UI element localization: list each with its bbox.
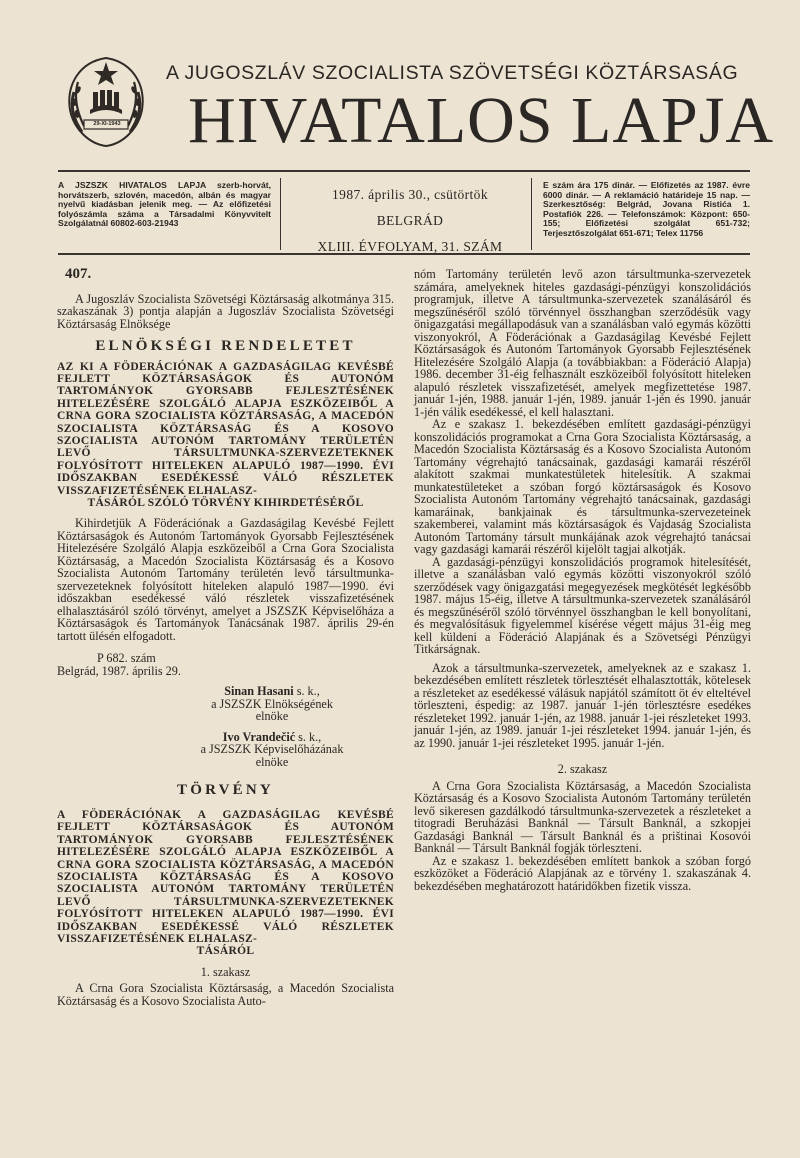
- signatory-name: Sinan Hasani: [224, 684, 294, 699]
- issue-info: [290, 182, 530, 260]
- publication-title: HIVATALOS LAPJA: [188, 84, 775, 157]
- column-divider: [280, 178, 281, 250]
- decree-title: AZ KI A FÖDERÁCIÓNAK A GAZDASÁGILAG KEVÉSBÉ FEJLETT KÖZTÁRSASÁGOK ÉS AUTONÓM TARTOMÁNYOK GYORSABB FEJLESZTÉSÉNEK HITELEZÉSÉRE SZOLGÁLÓ ALAPJA ESZKÖZEIBŐL A CRNA GORA SZOCIALISTA KÖZTÁRSASÁG, A MACEDÓN SZOCIALISTA KÖZTÁRSASÁG ÉS A KOSOVO SZOCIALISTA AUTONÓM TARTOMÁNY TERÜLETÉN LEVŐ TÁRSULTMUNKA-SZERVEZETEKNEK FOLYÓSÍTOTT HITELEKEN ALAPULÓ 1987—1990. ÉVI IDŐSZAKBAN ESEDÉKESSÉ VÁLÓ RÉSZLETEK VISSZAFIZETÉSÉNEK ELHALASZ-: [57, 360, 394, 497]
- law-title-end: TÁSÁRÓL: [196, 945, 255, 958]
- column-divider: [531, 178, 532, 250]
- programs-paragraph: Az e szakasz 1. bekezdésében említett gazdasági-pénzügyi konszolidációs programokat a Crna Gora Szocialista Köztársaság, a Macedón Szocialista Köztársaság és a Kosovo Szocialista Autonóm Tartomány végrehajtó tanácsainak, gazdasági kamarái részéről alakított szakmai munkatestületek hitelesítik. A szakmai munkatestületeket a szóban forgó köztársaságok és Kosovo Szocialista Autonóm Tartomány végrehajtó tanácsainak, gazdasági kamaráinak, bankjainak és társultmunka-szervezeteinek szakemberei, valamint más köztársaságok és Vajdaság Szocialista Autonóm Tartomány társult munkájának azok végrehajtó tanácsai vagy gazdasági kamarái részéről kijelölt tagjai alkotják.: [414, 417, 751, 556]
- deadline-paragraph: A gazdasági-pénzügyi konszolidációs programok hitelesítését, illetve a szanálásban való egymás közötti viszonyokról szóló szerződések vagy önigazgatási megegyezések megkötését legkésőbb 1987. május 15-éig, illetve A társultmunka-szervezetek szanálásáról és megszűnéséről szóló törvénnyel összhangban le kell bonyolítani, és megvalósításuk figyelemmel kísérése végett május 31-éig meg kell küldeni a Föderáció Alapjának és a Szövetségi Pénzügyi Titkárságnak.: [414, 554, 751, 656]
- left-column: [57, 268, 394, 1007]
- reference-date: Belgrád, 1987. április 29.: [57, 663, 181, 678]
- decree-heading: ELNÖKSÉGI RENDELETET: [95, 338, 356, 354]
- subscription-info: A JSZSZK HIVATALOS LAPJA szerb-horvát, horvátszerb, szlovén, macedón, albán és magyar nyelvű kiadásban jelenik meg. — Az előfizetési folyószámla száma a Társadalmi Könyvvitelt Szolgálatnál 60802-603-21943: [58, 180, 271, 229]
- repayment-paragraph: Azok a társultmunka-szervezetek, amelyeknek az e szakasz 1. bekezdésében említett részletek törlesztését elhalasztották, kötelesek a részleteket az esedékessé válásuk napjától számított öt év elteltével törleszteni, éspedig: az 1987. január 1-jén törlesztésre esedékes részleteket 1992. január 1-jén, az 1988. január 1-jei részleteket 1993. január 1-jén, az 1989. január 1-jei részleteket 1994. január 1-jén, és az 1990. január 1-jei részleteket 1995. január 1-jén.: [414, 660, 751, 750]
- country-name: A JUGOSZLÁV SZOCIALISTA SZÖVETSÉGI KÖZTÁRSASÁG: [166, 62, 739, 84]
- header-rule: [58, 253, 750, 255]
- right-column: [414, 268, 751, 892]
- intro-paragraph: A Jugoszláv Szocialista Szövetségi Köztársaság alkotmánya 315. szakaszának 3) pontja alapján a Jugoszláv Szocialista Szövetségi Köztársaság Elnöksége: [57, 291, 394, 331]
- item-number: 407.: [65, 266, 92, 282]
- signature-assembly: Ivo Vrandečić s. k., a JSZSZK Képviselőházának elnöke: [200, 729, 344, 769]
- issue-city: BELGRÁD: [376, 213, 444, 228]
- banks-repay-paragraph: Az e szakasz 1. bekezdésében említett bankok a szóban forgó eszközöket a Föderáció Alapjának az e törvény 1. szakaszának 4. bekezdésében meghatározott határidőkben fizetik vissza.: [414, 853, 751, 893]
- masthead-rule: [58, 170, 750, 172]
- law-heading: TÖRVÉNY: [177, 782, 274, 799]
- issue-volume: XLIII. ÉVFOLYAM, 31. SZÁM: [317, 239, 503, 254]
- promulgation-paragraph: Kihirdetjük A Föderációnak a Gazdaságilag Kevésbé Fejlett Köztársaságok és Autonóm Tartományok Gyorsabb Fejlesztésének Hitelezésére Szolgáló Alapja eszközeiből a Crna Gora Szocialista Köztársaság, a Macedón Szocialista Köztársaság és a Kosovo Szocialista Autonóm Tartomány területén levő társultmunka-szervezeteknek folyósított hiteleken alapuló 1987—1990. évi időszakban esedékessé váló részletek visszafizetésének elhalasztásáról szóló törvényt, amelyet a JSZSZK Képviselőháza a Köztársaságok és Tartományok Tanácsának 1987. április 29-én tartott ülésén elfogadott.: [57, 516, 394, 643]
- state-emblem-icon: [60, 52, 152, 150]
- section-2-heading: 2. szakasz: [557, 762, 608, 776]
- section-1-heading: 1. szakasz: [200, 964, 251, 979]
- continued-paragraph: nóm Tartomány területén levő azon társultmunka-szervezetek számára, amelyeknek hiteles gazdasági-pénzügyi konszolidációs programjuk, illetve A társultmunka-szervezetek szanálásáról és megszűnéséről szóló törvénnyel összhangban szerződésük vagy önigazgatási megállapodásuk van a szanálásban való egymás közötti viszonyokról, A Föderációnak a Gazdaságilag Kevésbé Fejlett Köztársaságok és Autonóm Tartományok Gyorsabb Fejlesztésének Hitelezésére Szolgáló Alapja (a továbbiakban: a Föderáció Alapja) 1986. december 31-éig felhasznált eszközeiből folyósított hiteleken alapuló részletek visszafizetését, amelyek megfizettetése 1987. január 1-jén, 1988. január 1-jén, 1989. január 1-jén és 1990. január 1-jén válik esedékessé, el kell halasztani.: [414, 267, 751, 419]
- price-info: E szám ára 175 dinár. — Előfizetés az 1987. évre 6000 dinár. — A reklamáció határideje 15 nap. — Szerkesztőség: Belgrád, Jovana Ristića 1. Postafiók 226. — Telefonszámok: Központ: 650-155; Előfizetési szolgálat 651-732; Terjesztőszolgálat 651-671; Telex 11756: [543, 180, 750, 238]
- section-1-paragraph: A Crna Gora Szocialista Köztársaság, a Macedón Szocialista Köztársaság és a Kosovo Szocialista Auto-: [57, 981, 394, 1008]
- law-title: A FÖDERÁCIÓNAK A GAZDASÁGILAG KEVÉSBÉ FEJLETT KÖZTÁRSASÁGOK ÉS AUTONÓM TARTOMÁNYOK GYORSABB FEJLESZTÉSÉNEK HITELEZÉSÉRE SZOLGÁLÓ ALAPJA ESZKÖZEIBŐL A CRNA GORA SZOCIALISTA KÖZTÁRSASÁG, A MACEDÓN SZOCIALISTA KÖZTÁRSASÁG ÉS A KOSOVO SZOCIALISTA AUTONÓM TARTOMÁNY TERÜLETÉN LEVŐ TÁRSULTMUNKA-SZERVEZETEKNEK FOLYÓSÍTOTT HITELEKEN ALAPULÓ 1987—1990. ÉVI IDŐSZAKBAN ESEDÉKESSÉ VÁLÓ RÉSZLETEK VISSZAFIZETÉSÉNEK ELHALASZ-: [57, 808, 394, 945]
- decree-title-end: TÁSÁRÓL SZÓLÓ TÖRVÉNY KIHIRDETÉSÉRŐL: [87, 496, 364, 509]
- issue-date: 1987. április 30., csütörtök: [332, 187, 488, 202]
- banks-paragraph: A Crna Gora Szocialista Köztársaság, a Macedón Szocialista Köztársaság és a Kosovo Szocialista Autonóm Tartomány területén levő sikeresen gazdálkodó társultmunka-szervezetek a részleteket a titogradi Beruházási Banknál — Társult Banknál, a szkopjei Gazdasági Banknál — Társult Banknál és a prištinai Kosovói Banknál — Társult Banknál fogják törleszteni.: [414, 778, 751, 855]
- emblem-date: 29-XI-1943: [93, 121, 121, 127]
- reference-number: P 682. szám: [97, 651, 156, 666]
- signatory-name: Ivo Vrandečić: [222, 729, 296, 744]
- signature-president: Sinan Hasani s. k., a JSZSZK Elnökségének elnöke: [211, 684, 333, 724]
